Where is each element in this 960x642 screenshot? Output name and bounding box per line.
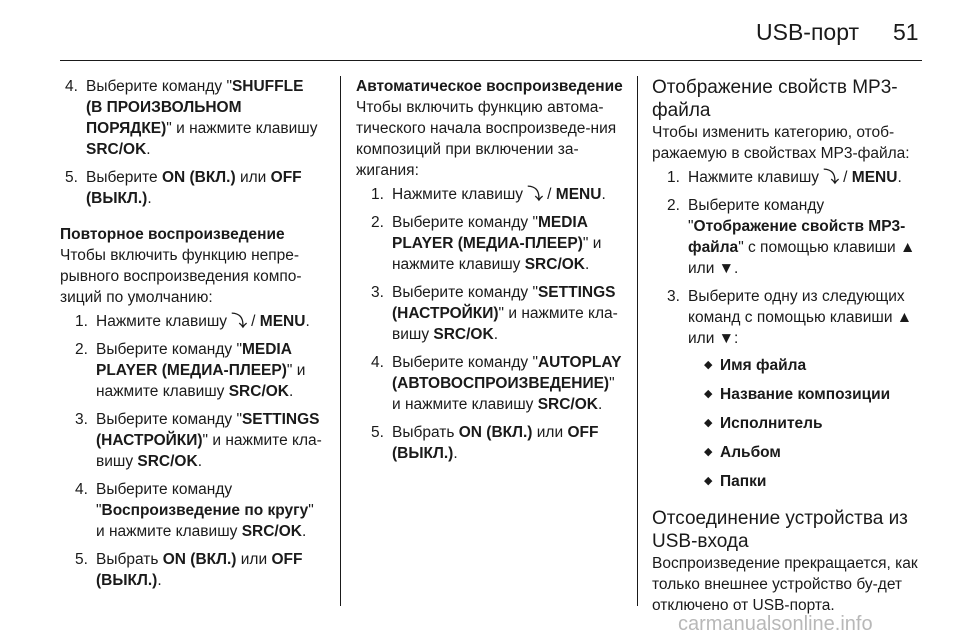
list-item: ◆ Папки (704, 473, 767, 490)
diamond-bullet-icon: ◆ (704, 446, 713, 458)
list-item: ◆ Альбом (704, 444, 781, 461)
list-item: ◆ Исполнитель (704, 415, 823, 432)
section-heading: Повторное воспроизведение (60, 226, 285, 243)
list-item: 2. Выберите команду "Отображение свойств MP3-файла" с помощью клавиши ▲ или ▼. (667, 197, 916, 277)
section-text: Чтобы включить функцию непре-рывного воспроизведения компо-зиций по умолчанию: (60, 247, 302, 306)
list-item: ◆ Имя файла (704, 357, 807, 374)
disconnect-section (652, 507, 924, 616)
list-item: 2. Выберите команду "MEDIA PLAYER (МЕДИА-ПЛЕЕР)" и нажмите клавишу SRC/OK. (371, 214, 602, 273)
list-item: 3. Выберите одну из следующих команд с помощью клавиши ▲ или ▼: ◆ Имя файла ◆ Название композиции ◆ Исполнитель ◆ Альбом ◆ Папки (662, 286, 924, 492)
diamond-bullet-icon: ◆ (704, 417, 713, 429)
repeat-steps (60, 311, 322, 591)
list-item: 4. Выберите команду "AUTOPLAY (АВТОВОСПРОИЗВЕДЕНИЕ)" и нажмите клавишу SRC/OK. (371, 354, 622, 413)
column-2 (356, 76, 624, 471)
section-heading: Отображение свойств MP3-файла (652, 77, 898, 121)
list-item: 5. Выбрать ON (ВКЛ.) или OFF (ВЫКЛ.). (75, 551, 303, 589)
list-item: 3. Выберите команду "SETTINGS (НАСТРОЙКИ)" и нажмите кла-вишу SRC/OK. (75, 411, 322, 470)
section-text: Чтобы включить функцию автома-тического начала воспроизведе-ния композиций при включении за-жигания: (356, 99, 617, 179)
list-item: 5. Выбрать ON (ВКЛ.) или OFF (ВЫКЛ.). (371, 424, 599, 462)
up-arrow-icon: ▲ (896, 309, 913, 326)
autoplay-steps (356, 184, 624, 464)
list-item: 1. Нажмите клавишу ⤵ / MENU. (75, 313, 310, 330)
repeat-section (60, 224, 322, 591)
up-arrow-icon: ▲ (900, 239, 916, 256)
column-3 (652, 76, 924, 619)
list-item: 1. Нажмите клавишу ⤵ / MENU. (371, 186, 606, 203)
shuffle-steps (60, 76, 322, 209)
menu-back-icon: ⤵ (527, 186, 543, 203)
header-rule (60, 60, 922, 61)
list-item: 5. Выберите ON (ВКЛ.) или OFF (ВЫКЛ.). (65, 169, 302, 207)
list-item: ◆ Название композиции (704, 386, 891, 403)
column-1 (60, 76, 322, 598)
page-header-title: USB-порт (756, 19, 860, 45)
column-divider-1 (340, 76, 341, 606)
menu-back-icon: ⤵ (231, 313, 247, 330)
list-item: 4. Выберите команду "Воспроизведение по кругу" и нажмите клавишу SRC/OK. (75, 481, 314, 540)
watermark: carmanualsonline.info (678, 613, 873, 635)
page-number: 51 (893, 19, 919, 45)
section-heading: Автоматическое воспроизведение (356, 78, 623, 95)
section-text: Чтобы изменить категорию, отоб-ражаемую в свойствах MP3-файла: (652, 124, 910, 162)
section-text: Воспроизведение прекращается, как только внешнее устройство бу-дет отключено от USB-порта. (652, 555, 918, 614)
mp3-display-options (688, 355, 924, 492)
diamond-bullet-icon: ◆ (704, 475, 713, 487)
list-item: 1. Нажмите клавишу ⤵ / MENU. (667, 169, 902, 186)
list-item: 3. Выберите команду "SETTINGS (НАСТРОЙКИ)" и нажмите кла-вишу SRC/OK. (371, 284, 618, 343)
diamond-bullet-icon: ◆ (704, 359, 713, 371)
mp3-steps (652, 167, 924, 492)
list-item: 4. Выберите команду "SHUFFLE (В ПРОИЗВОЛЬНОМ ПОРЯДКЕ)" и нажмите клавишу SRC/OK. (65, 78, 318, 158)
diamond-bullet-icon: ◆ (704, 388, 713, 400)
menu-back-icon: ⤵ (823, 169, 839, 186)
column-divider-2 (637, 76, 638, 606)
list-item: 2. Выберите команду "MEDIA PLAYER (МЕДИА-ПЛЕЕР)" и нажмите клавишу SRC/OK. (75, 341, 306, 400)
section-heading: Отсоединение устройства из USB-входа (652, 508, 908, 552)
